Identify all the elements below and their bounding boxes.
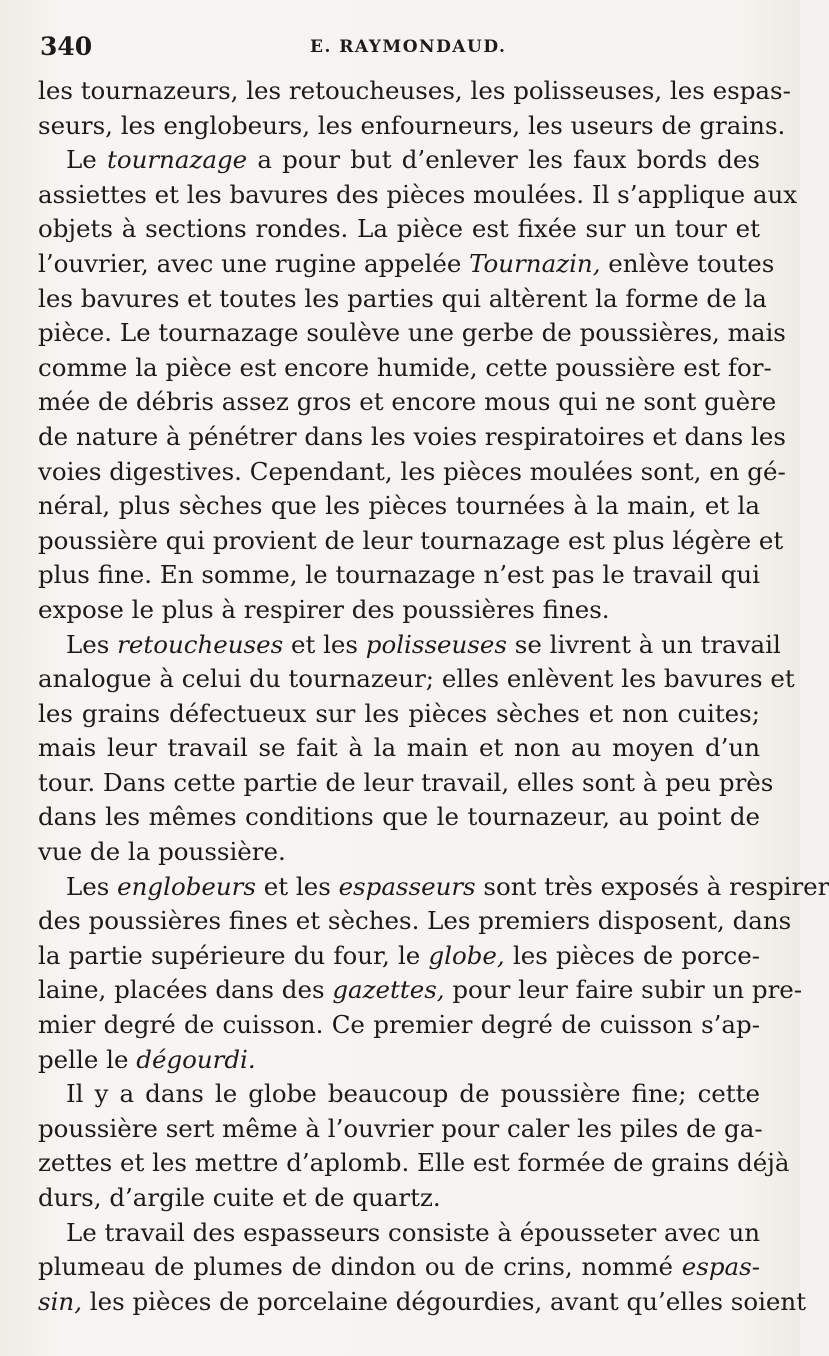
text-line: poussière sert même à l’ouvrier pour caler les piles de ga- bbox=[38, 1113, 763, 1143]
italic-term: polisseuses bbox=[365, 629, 507, 659]
text-fragment: et les bbox=[255, 871, 339, 901]
text-line: durs, d’argile cuite et de quartz. bbox=[38, 1183, 441, 1212]
text-line: seurs, les englobeurs, les enfourneurs, les useurs de grains. bbox=[38, 110, 786, 140]
text-fragment: sont très exposés à respirer bbox=[475, 871, 829, 901]
text-line bbox=[38, 143, 760, 178]
text-line: zettes et les mettre d’aplomb. Elle est formée de grains déjà bbox=[38, 1148, 790, 1178]
text-line bbox=[38, 1250, 760, 1285]
text-line: pièce. Le tournazage soulève une gerbe de poussières, mais bbox=[38, 318, 786, 348]
italic-term: retoucheuses bbox=[117, 629, 284, 659]
text-line bbox=[38, 628, 781, 663]
italic-term: sin, bbox=[38, 1286, 82, 1316]
text-fragment: les pièces de porcelaine dégourdies, avant qu’elles soient bbox=[81, 1286, 807, 1316]
text-fragment: Le bbox=[66, 145, 107, 175]
text-fragment: enlève toutes bbox=[600, 248, 775, 278]
italic-term: espasseurs bbox=[338, 871, 476, 901]
text-line: Le travail des espasseurs consiste à épousseter avec un bbox=[66, 1217, 761, 1247]
text-fragment: l’ouvrier, avec une rugine appelée bbox=[38, 248, 470, 278]
text-line: les bavures et toutes les parties qui altèrent la forme de la bbox=[38, 283, 767, 313]
italic-term: espas- bbox=[681, 1252, 760, 1282]
text-fragment: Les bbox=[66, 871, 118, 901]
text-fragment: se livrent à un travail bbox=[506, 629, 781, 659]
text-line: dans les mêmes conditions que le tournazeur, au point de bbox=[38, 802, 760, 832]
italic-term: globe, bbox=[428, 940, 505, 970]
text-fragment: laine, placées dans des bbox=[38, 975, 333, 1005]
text-line: mée de débris assez gros et encore mous qui ne sont guère bbox=[38, 387, 777, 417]
text-line: comme la pièce est encore humide, cette poussière est for- bbox=[38, 352, 772, 382]
text-fragment: plumeau de plumes de dindon ou de crins, nommé bbox=[38, 1252, 682, 1282]
text-line: poussière qui provient de leur tournazage est plus légère et bbox=[38, 525, 784, 555]
text-line: mier degré de cuisson. Ce premier degré de cuisson s’ap- bbox=[38, 1010, 760, 1040]
text-line: les grains défectueux sur les pièces sèches et non cuites; bbox=[38, 698, 760, 728]
text-line: assiettes et les bavures des pièces moulées. Il s’applique aux bbox=[38, 179, 798, 209]
text-fragment: a pour but d’enlever les faux bords des bbox=[247, 145, 760, 175]
text-fragment: les pièces de porce- bbox=[504, 940, 761, 970]
running-head bbox=[40, 30, 760, 64]
text-line: plus fine. En somme, le tournazage n’est pas le travail qui bbox=[38, 560, 760, 590]
text-line bbox=[38, 939, 760, 974]
text-line: mais leur travail se fait à la main et non au moyen d’un bbox=[38, 733, 760, 763]
text-line: de nature à pénétrer dans les voies respiratoires et dans les bbox=[38, 421, 786, 451]
text-fragment: la partie supérieure du four, le bbox=[38, 940, 429, 970]
text-line: des poussières fines et sèches. Les premiers disposent, dans bbox=[38, 906, 792, 936]
italic-term: englobeurs bbox=[117, 871, 256, 901]
text-line: objets à sections rondes. La pièce est fixée sur un tour et bbox=[38, 214, 760, 244]
text-line: voies digestives. Cependant, les pièces moulées sont, en gé- bbox=[38, 456, 786, 486]
italic-term: dégourdi. bbox=[136, 1044, 256, 1074]
text-line: expose le plus à respirer des poussières fines. bbox=[38, 594, 610, 624]
text-line: néral, plus sèches que les pièces tournées à la main, et la bbox=[38, 491, 760, 521]
text-line: tour. Dans cette partie de leur travail, elles sont à peu près bbox=[38, 767, 774, 797]
text-line bbox=[38, 1043, 760, 1078]
text-line: Il y a dans le globe beaucoup de poussière fine; cette bbox=[66, 1079, 760, 1109]
italic-term: tournazage bbox=[106, 145, 248, 175]
running-head-author: E. RAYMONDAUD. bbox=[310, 37, 507, 57]
text-fragment: Les bbox=[66, 629, 118, 659]
text-fragment: pour leur faire subir un pre- bbox=[444, 975, 803, 1005]
italic-term: Tournazin, bbox=[469, 248, 601, 278]
text-line: analogue à celui du tournazeur; elles enlèvent les bavures et bbox=[38, 664, 795, 694]
italic-term: gazettes, bbox=[332, 975, 445, 1005]
body-text bbox=[38, 74, 829, 1319]
text-line: vue de la poussière. bbox=[38, 837, 286, 867]
text-line bbox=[38, 247, 775, 282]
text-line: les tournazeurs, les retoucheuses, les polisseuses, les espas- bbox=[38, 76, 791, 105]
text-line bbox=[38, 870, 829, 905]
text-line bbox=[38, 973, 803, 1008]
text-fragment: et les bbox=[283, 629, 366, 659]
text-line bbox=[38, 1285, 807, 1320]
page-number: 340 bbox=[40, 32, 93, 61]
text-fragment: pelle le bbox=[38, 1044, 137, 1074]
